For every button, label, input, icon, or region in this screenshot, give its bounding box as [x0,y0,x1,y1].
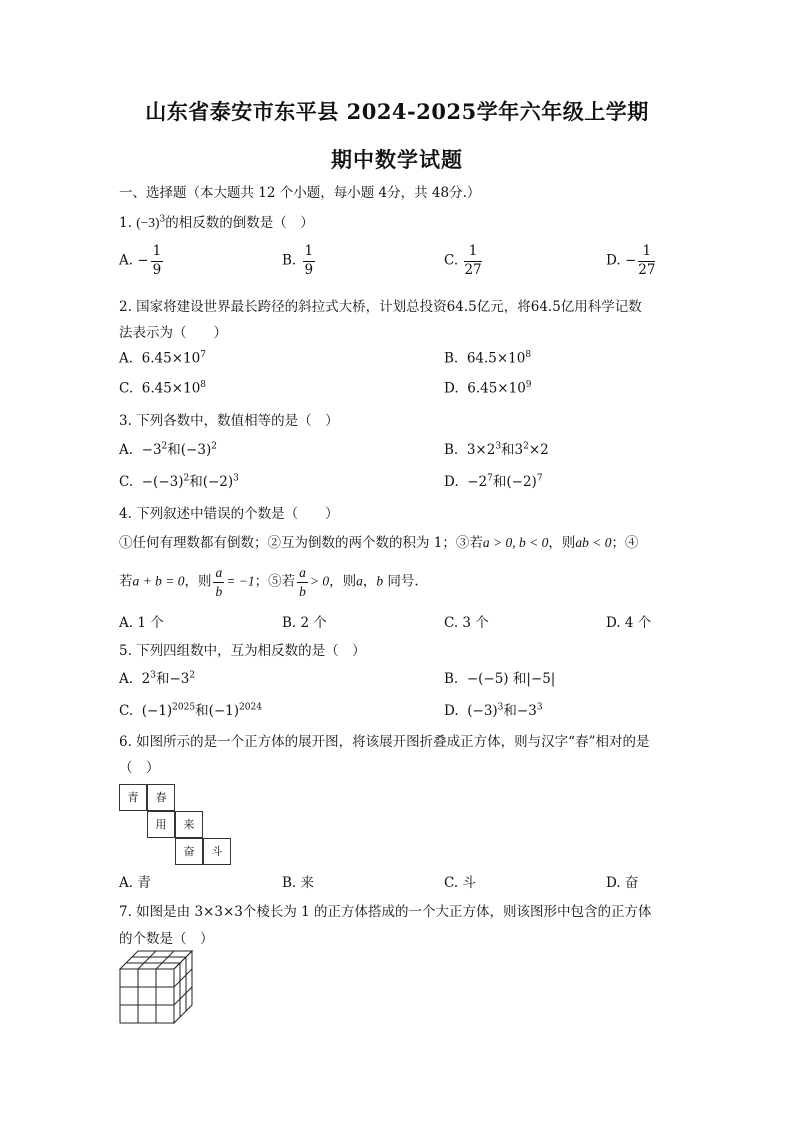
statement-text: ， [362,573,377,590]
q1-option-d [606,245,657,277]
expr-part: −2 [467,474,488,490]
expr-part: 和−3 [155,671,190,687]
expr-exp: 7 [536,473,543,484]
expr-exp: 3 [150,670,156,681]
q5-option-a [119,667,195,687]
q6-option-d: D. 奋 [606,875,639,891]
option-value: 6.45×10 [141,380,201,397]
question-6-line1: 6. 如图所示的是一个正方体的展开图，将该展开图折叠成正方体，则与汉字“春”相对的是 [119,734,650,750]
fraction-denominator: 27 [464,261,482,278]
fraction [464,245,481,277]
expr-part: 和(−2) [189,474,234,490]
q1-text: 的相反数的倒数是（ ） [165,215,314,231]
question-1 [119,211,314,231]
expr-exp: 3 [497,702,504,713]
q6-option-b: B. 来 [282,875,315,891]
net-cell: 斗 [203,838,231,865]
q2-option-c [119,380,206,397]
q4-option-b: B. 2 个 [282,615,327,631]
q2-option-d [444,380,532,397]
q3-option-d [444,470,543,490]
option-letter: A. [119,442,134,458]
question-7-line2: 的个数是（ ） [119,931,214,947]
math-var: b [376,573,384,589]
q4-option-c: C. 3 个 [444,615,489,631]
option-letter: A. [119,350,134,367]
net-cell: 青 [119,784,147,811]
q5-option-b [444,667,555,687]
option-letter: B. [282,252,297,269]
expr-exp: 7 [487,473,493,484]
question-6-line2: （ ） [119,760,160,776]
statement-text: ；⑤若 [254,573,296,590]
q6-option-c: C. 斗 [444,875,476,891]
q3-option-c [119,470,239,490]
fraction-numerator: 1 [303,245,316,262]
fraction-denominator: 9 [304,261,314,278]
math-result: = −1 [226,573,255,589]
option-sign: − [624,252,637,269]
expr-part: 3×2 [466,442,496,458]
expr-exp: 3 [495,441,502,452]
expr-part: −(−3) [141,474,184,490]
math-result: > 0 [309,573,330,589]
expr-part: (−1) [141,703,173,719]
page-title: 山东省泰安市东平县 2024-2025学年六年级上学期 [145,99,649,124]
net-cell: 奋 [175,838,203,865]
expr-exp: 2 [161,441,168,452]
option-letter: C. [444,252,459,269]
statement-text: 若 [119,573,133,590]
statement-text: ，则 [548,535,576,551]
fraction-numerator: 1 [151,245,164,262]
q1-expr: (−3) [136,215,160,230]
q1-number: 1. [119,215,132,231]
expr-part: (−3) [467,703,498,719]
statement-text: ①任何有理数都有倒数；②互为倒数的两个数的积为 1；③若 [119,535,483,551]
option-exp: 7 [200,350,206,360]
q4-option-a: A. 1 个 [119,615,164,631]
statement-text: ，则 [184,573,212,590]
option-letter: B. [444,350,459,367]
option-letter: D. [444,380,459,397]
math-condition: a > 0, b < 0 [482,535,549,550]
option-value: 64.5×10 [466,350,526,367]
option-letter: B. [444,442,459,458]
expr-part: −(−5) 和|−5| [466,671,556,687]
expr-exp: 3 [233,473,239,484]
option-letter: D. [606,252,621,269]
fraction-numerator: a [297,566,308,583]
fraction-denominator: b [215,583,223,599]
math-condition: a + b = 0 [132,573,185,589]
section-heading: 一、选择题（本大题共 12 个小题，每小题 4分，共 48分.） [119,185,481,201]
option-letter: C. [119,703,134,719]
math-result: ab < 0 [575,535,612,550]
fraction [638,245,655,277]
statement-text: ；④ [611,535,639,551]
option-letter: C. [119,474,134,490]
option-sign: − [137,252,149,269]
fraction [297,566,308,598]
option-letter: C. [119,380,134,397]
expr-exp: 2024 [239,702,262,713]
q4-option-d: D. 4 个 [606,615,652,631]
q6-option-a: A. 青 [119,875,151,891]
question-4-statements-2 [119,566,419,598]
option-exp: 8 [200,380,207,390]
math-var: a [356,573,363,589]
question-4: 4. 下列叙述中错误的个数是（ ） [119,506,339,522]
expr-part: 和3 [501,442,524,458]
option-letter: D. [444,703,459,719]
expr-exp: 2 [211,441,217,452]
question-5: 5. 下列四组数中，互为相反数的是（ ） [119,643,366,659]
q3-option-b [444,438,549,458]
question-2-line1: 2. 国家将建设世界最长跨径的斜拉式大桥，计划总投资64.5亿元，将64.5亿用科学记数 [119,299,642,315]
expr-exp: 2025 [172,702,196,713]
net-cell: 春 [147,784,175,811]
q3-option-a [119,438,217,458]
expr-part: 和(−2) [492,474,537,490]
cube-3x3x3-drawing [119,950,195,1026]
fraction-denominator: 27 [638,261,656,278]
expr-part: −3 [141,442,162,458]
q2-option-a [119,350,206,367]
q1-option-b [282,245,317,277]
q1-option-a [119,245,165,277]
statement-text: ，则 [329,573,357,590]
net-cell: 用 [147,811,175,838]
option-exp: 9 [525,380,532,390]
fraction [151,245,164,277]
fraction-numerator: 1 [638,245,655,262]
option-value: 6.45×10 [467,380,526,397]
expr-exp: 3 [536,702,543,713]
option-letter: B. [444,671,459,687]
expr-part: 和(−1) [195,703,240,719]
fraction-denominator: 9 [152,261,162,278]
fraction-numerator: a [213,566,224,583]
question-4-statements-1 [119,531,639,551]
option-letter: D. [444,474,459,490]
q1-exp: 3 [159,214,166,225]
q5-option-d [444,699,543,719]
option-exp: 8 [525,350,532,360]
net-cell: 来 [175,811,203,838]
option-value: 6.45×10 [141,350,201,367]
q2-option-b [444,350,531,367]
option-letter: A. [119,671,134,687]
statement-text: 同号. [383,573,419,590]
fraction [303,245,316,277]
expr-exp: 2 [183,473,190,484]
q1-option-c [444,245,484,277]
expr-exp: 2 [189,670,196,681]
fraction [213,566,224,598]
question-7-line1: 7. 如图是由 3×3×3个棱长为 1 的正方体搭成的一个大正方体，则该图形中包含的正方体 [119,904,652,920]
expr-exp: 2 [523,441,529,452]
fraction-numerator: 1 [464,245,481,262]
fraction-denominator: b [299,583,306,599]
expr-part: 2 [141,671,151,687]
expr-part: ×2 [528,442,549,458]
page-subtitle: 期中数学试题 [331,147,463,172]
expr-part: 和−3 [503,703,537,719]
question-3: 3. 下列各数中，数值相等的是（ ） [119,413,339,429]
cube-figure [119,950,195,1030]
q5-option-c [119,699,262,719]
question-2-line2: 法表示为（ ） [119,325,227,341]
expr-part: 和(−3) [167,442,212,458]
option-letter: A. [119,252,134,269]
